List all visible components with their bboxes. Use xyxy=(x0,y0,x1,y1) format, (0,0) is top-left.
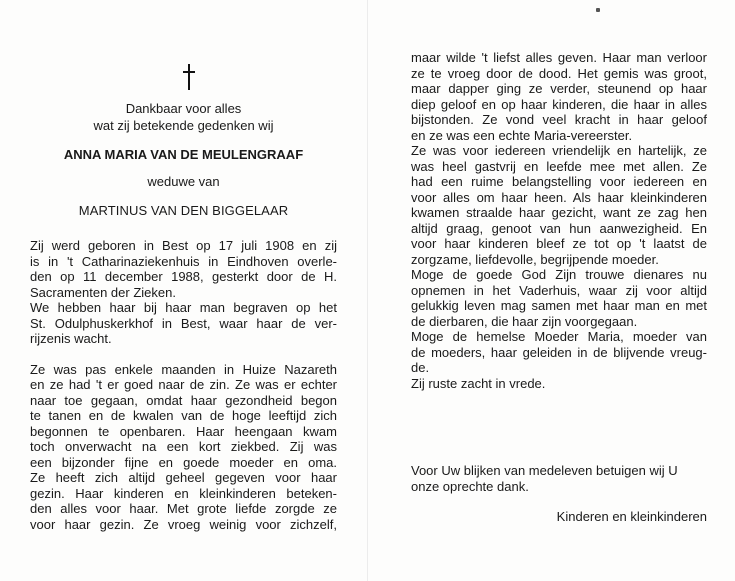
text-line: een bijzonder fijne en goede moeder en oma. xyxy=(30,454,337,470)
text-line: te tanen en de kwalen van de hoge leeftijd zich xyxy=(30,408,337,423)
text-line: maar dapper ging ze verder, steunend op haar xyxy=(411,81,707,96)
text-line: de. xyxy=(411,360,430,375)
biography-paragraph-2 xyxy=(30,362,337,533)
biography-paragraph-1 xyxy=(30,238,337,347)
text-line: voor haar gezin. Ze vroeg weinig voor zichzelf, xyxy=(30,516,337,532)
header-line-1: Dankbaar voor alles xyxy=(125,101,242,116)
text-line: voor haar kinderen bleef ze tot op 't laatst de xyxy=(411,236,707,251)
text-line: de dierbaren, die haar zijn voorgegaan. xyxy=(411,313,638,329)
text-line: gelukkig leven mag samen met haar man en met xyxy=(411,298,707,313)
right-page xyxy=(411,50,707,391)
text-line: begonnen te openbaren. Haar heengaan kwam xyxy=(30,423,337,439)
husband-name: MARTINUS VAN DEN BIGGELAAR xyxy=(78,203,289,218)
text-line: de moeders, haar geleiden in de blijvende vreug- xyxy=(411,344,707,360)
text-line: is in 't Catharinaziekenhuis in Eindhoven overle- xyxy=(30,253,337,269)
text-line: had een ruime belangstelling voor iedereen en xyxy=(411,174,707,189)
text-line: Zij werd geboren in Best op 17 juli 1908 en zij xyxy=(30,238,337,253)
text-line: Ze heeft zich altijd geheel gegeven voor haar xyxy=(30,470,337,485)
fold-line xyxy=(367,0,368,581)
header-line-2: wat zij betekende gedenken wij xyxy=(93,118,274,133)
text-line: toch onverwacht na een kort ziekbed. Zij was xyxy=(30,439,337,454)
text-line: Ze was voor iedereen vriendelijk en hartelijk, ze xyxy=(411,143,707,158)
text-line: St. Odulphuskerkhof in Best, waar haar de ver- xyxy=(30,315,337,331)
deceased-name: ANNA MARIA VAN DE MEULENGRAAF xyxy=(63,147,304,162)
thanks-note xyxy=(411,463,707,495)
text-line: den alles voor haar. Met grote liefde zorgde ze xyxy=(30,501,337,516)
text-line: diep geloof en op haar kinderen, die haar in alles xyxy=(411,96,707,112)
text-line: Sacramenten der Zieken. xyxy=(30,284,176,300)
text-line: naar toe gegaan, omdat haar gezondheid begon xyxy=(30,392,337,408)
text-line: opnemen in het Vaderhuis, waar zij voor altijd xyxy=(411,282,707,298)
widow-of-label: weduwe van xyxy=(147,174,220,189)
header xyxy=(30,100,337,219)
text-line: We hebben haar bij haar man begraven op het xyxy=(30,300,337,315)
text-line: gezin. Haar kinderen en kleinkinderen beteken- xyxy=(30,485,337,501)
text-line: voor alles om haar heen. Als haar kleinkinderen xyxy=(411,189,707,205)
print-mark xyxy=(596,8,600,12)
text-line: Moge de goede God Zijn trouwe dienares nu xyxy=(411,267,707,282)
cross-icon xyxy=(183,64,195,90)
text-line: ze te vroeg door de dood. Het gemis was groot, xyxy=(411,65,707,81)
text-line: en ze had 't er goed naar de zin. Ze was er echter xyxy=(30,377,337,392)
biography-continuation xyxy=(411,50,707,391)
text-line: den op 11 december 1988, gesterkt door de H. xyxy=(30,269,337,284)
text-line: maar wilde 't liefst alles geven. Haar man verloor xyxy=(411,50,707,65)
signature: Kinderen en kleinkinderen xyxy=(556,509,707,524)
left-page xyxy=(30,54,337,532)
text-line: en ze was een echte Maria-vereerster. xyxy=(411,127,633,143)
text-line: Moge de hemelse Moeder Maria, moeder van xyxy=(411,329,707,344)
text-line: altijd graag, genoot van hun aanwezigheid. En xyxy=(411,220,707,236)
thanks-line-1: Voor Uw blijken van medeleven betuigen wij U xyxy=(411,463,678,478)
text-line: kwamen straalde haar gezicht, want ze zag hen xyxy=(411,205,707,220)
text-line: rijzenis wacht. xyxy=(30,331,112,346)
text-line: bijstonden. Ze vond veel kracht in haar geloof xyxy=(411,112,707,127)
rest-in-peace-line: Zij ruste zacht in vrede. xyxy=(411,375,546,391)
text-line: was heel gastvrij en leefde mee met allen. Ze xyxy=(411,158,707,174)
text-line: Ze was pas enkele maanden in Huize Nazareth xyxy=(30,361,337,377)
text-line: zorgzame, liefdevolle, begrijpende moeder. xyxy=(411,251,659,267)
thanks-line-2: onze oprechte dank. xyxy=(411,479,529,494)
